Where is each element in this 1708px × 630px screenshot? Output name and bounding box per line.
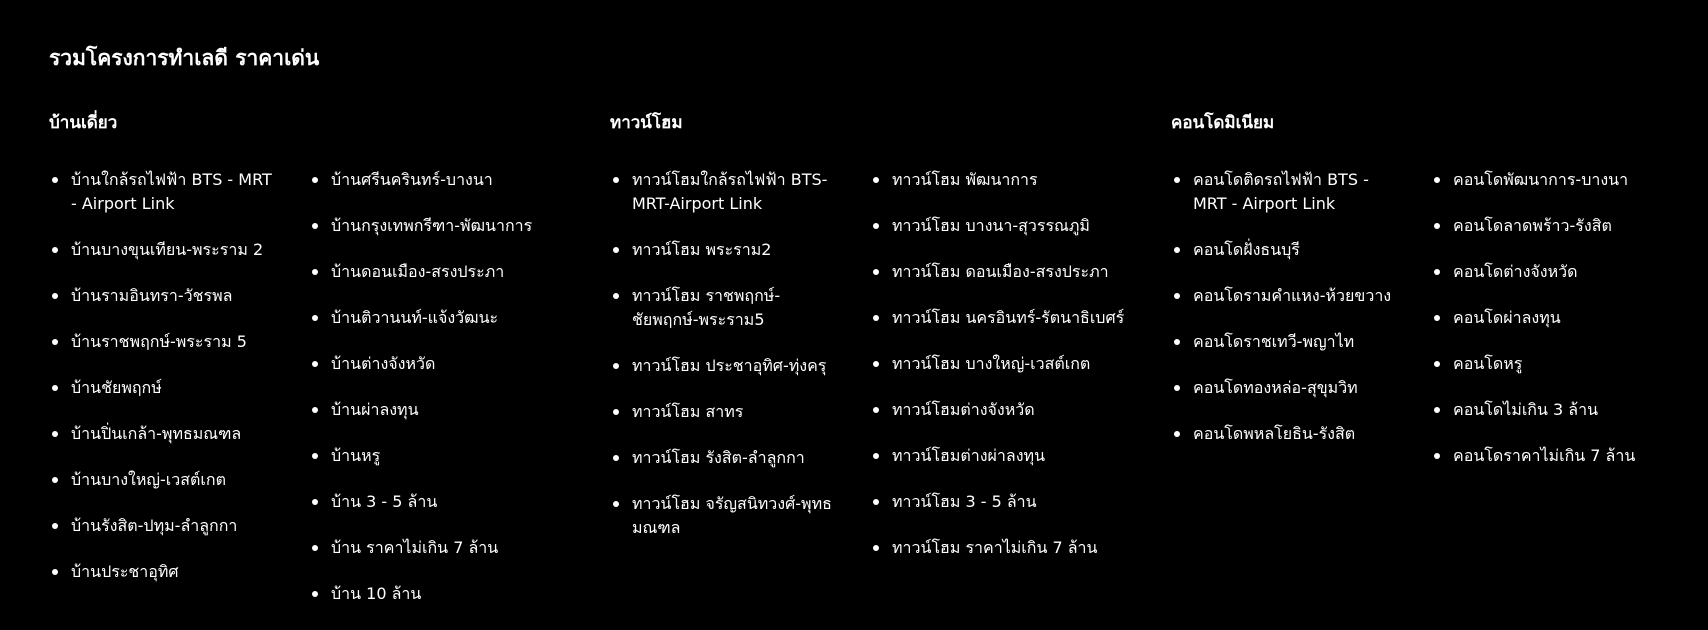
link-label[interactable]: บ้านติวานนท์-แจ้งวัฒนะ <box>331 308 499 327</box>
link-label[interactable]: บ้านต่างจังหวัด <box>331 354 436 373</box>
link-label[interactable]: ทาวน์โฮม สาทร <box>632 402 744 421</box>
list-item[interactable] <box>610 168 840 216</box>
link-label[interactable]: ทาวน์โฮมต่างจังหวัด <box>892 400 1035 419</box>
link-label[interactable]: ทาวน์โฮม บางนา-สุวรรณภูมิ <box>892 216 1090 235</box>
link-label[interactable]: ทาวน์โฮม บางใหญ่-เวสต์เกต <box>892 354 1091 373</box>
link-label[interactable]: คอนโดลาดพร้าว-รังสิต <box>1453 216 1612 235</box>
list-item[interactable] <box>870 214 1140 238</box>
link-label[interactable]: ทาวน์โฮม ประชาอุทิศ-ทุ่งครุ <box>632 356 827 375</box>
link-label[interactable]: ทาวน์โฮม ราชพฤกษ์-ชัยพฤกษ์-พระราม5 <box>632 286 781 329</box>
link-list-column-2 <box>309 168 579 628</box>
link-label[interactable]: บ้าน 3 - 5 ล้าน <box>331 492 438 511</box>
list-item[interactable] <box>1431 398 1701 422</box>
link-label[interactable]: ทาวน์โฮม ดอนเมือง-สรงประภา <box>892 262 1109 281</box>
link-label[interactable]: บ้านผ่าลงทุน <box>331 400 419 419</box>
list-item[interactable] <box>49 468 279 492</box>
list-item[interactable] <box>49 422 279 446</box>
list-item[interactable] <box>870 306 1140 330</box>
list-item[interactable] <box>49 168 279 216</box>
link-label[interactable]: บ้าน 10 ล้าน <box>331 584 422 603</box>
link-label[interactable]: บ้านกรุงเทพกรีฑา-พัฒนาการ <box>331 216 533 235</box>
list-item[interactable] <box>1431 444 1701 468</box>
list-item[interactable] <box>49 238 279 262</box>
list-item[interactable] <box>610 238 840 262</box>
link-label[interactable]: บ้านประชาอุทิศ <box>71 562 179 581</box>
link-label[interactable]: บ้านชัยพฤกษ์ <box>71 378 162 397</box>
link-label[interactable]: คอนโดราคาไม่เกิน 7 ล้าน <box>1453 446 1636 465</box>
link-label[interactable]: ทาวน์โฮม จรัญสนิทวงศ์-พุทธมณฑล <box>632 494 832 537</box>
list-item[interactable] <box>49 376 279 400</box>
link-list-column-1 <box>49 168 279 606</box>
link-label[interactable]: บ้านราชพฤกษ์-พระราม 5 <box>71 332 247 351</box>
list-item[interactable] <box>610 284 840 332</box>
link-label[interactable]: บ้านศรีนครินทร์-บางนา <box>331 170 493 189</box>
list-item[interactable] <box>49 514 279 538</box>
link-label[interactable]: คอนโดพหลโยธิน-รังสิต <box>1193 424 1356 443</box>
list-item[interactable] <box>1431 168 1701 192</box>
page-title: รวมโครงการทำเลดี ราคาเด่น <box>49 46 320 70</box>
link-label[interactable]: บ้านรังสิต-ปทุม-ลำลูกกา <box>71 516 238 535</box>
link-label[interactable]: บ้าน ราคาไม่เกิน 7 ล้าน <box>331 538 499 557</box>
section-heading-condominium: คอนโดมิเนียม <box>1171 113 1275 133</box>
section-townhome <box>610 108 1150 557</box>
list-item[interactable] <box>309 444 579 468</box>
list-item[interactable] <box>1171 284 1401 308</box>
list-item[interactable] <box>1171 238 1401 262</box>
list-item[interactable] <box>610 492 840 540</box>
link-label[interactable]: บ้านปิ่นเกล้า-พุทธมณฑล <box>71 424 242 443</box>
list-item[interactable] <box>309 260 579 284</box>
link-label[interactable]: ทาวน์โฮม 3 - 5 ล้าน <box>892 492 1037 511</box>
link-label[interactable]: บ้านบางขุนเทียน-พระราม 2 <box>71 240 264 259</box>
list-item[interactable] <box>309 582 579 606</box>
list-item[interactable] <box>870 490 1140 514</box>
list-item[interactable] <box>610 354 840 378</box>
link-list-column-1 <box>610 168 840 562</box>
link-label[interactable]: คอนโดรามคำแหง-ห้วยขวาง <box>1193 286 1392 305</box>
list-item[interactable] <box>1171 376 1401 400</box>
list-item[interactable] <box>1171 330 1401 354</box>
link-label[interactable]: บ้านบางใหญ่-เวสต์เกต <box>71 470 226 489</box>
link-label[interactable]: บ้านใกล้รถไฟฟ้า BTS - MRT - Airport Link <box>71 170 272 213</box>
link-list-column-2 <box>870 168 1140 582</box>
list-item[interactable] <box>870 352 1140 376</box>
link-label[interactable]: ทาวน์โฮมต่างผ่าลงทุน <box>892 446 1046 465</box>
link-label[interactable]: ทาวน์โฮม พัฒนาการ <box>892 170 1038 189</box>
section-heading-detached-house: บ้านเดี่ยว <box>49 113 118 133</box>
list-item[interactable] <box>870 168 1140 192</box>
list-item[interactable] <box>309 490 579 514</box>
list-item[interactable] <box>870 398 1140 422</box>
list-item[interactable] <box>309 398 579 422</box>
link-label[interactable]: คอนโดทองหล่อ-สุขุมวิท <box>1193 378 1358 397</box>
list-item[interactable] <box>1431 306 1701 330</box>
list-item[interactable] <box>309 352 579 376</box>
section-heading-townhome: ทาวน์โฮม <box>610 113 683 133</box>
link-list-column-1 <box>1171 168 1401 468</box>
link-label[interactable]: ทาวน์โฮม พระราม2 <box>632 240 772 259</box>
list-item[interactable] <box>610 446 840 470</box>
list-item[interactable] <box>309 536 579 560</box>
link-label[interactable]: คอนโดผ่าลงทุน <box>1453 308 1561 327</box>
link-label[interactable]: บ้านหรู <box>331 446 381 465</box>
list-item[interactable] <box>1431 352 1701 376</box>
link-label[interactable]: คอนโดพัฒนาการ-บางนา <box>1453 170 1629 189</box>
list-item[interactable] <box>610 400 840 424</box>
list-item[interactable] <box>49 330 279 354</box>
link-label[interactable]: ทาวน์โฮม นครอินทร์-รัตนาธิเบศร์ <box>892 308 1125 327</box>
link-list-column-2 <box>1431 168 1701 490</box>
list-item[interactable] <box>309 168 579 192</box>
section-condominium <box>1171 108 1708 465</box>
link-label[interactable]: คอนโดต่างจังหวัด <box>1453 262 1578 281</box>
list-item[interactable] <box>870 260 1140 284</box>
link-label[interactable]: คอนโดราชเทวี-พญาไท <box>1193 332 1355 351</box>
list-item[interactable] <box>870 536 1140 560</box>
list-item[interactable] <box>870 444 1140 468</box>
list-item[interactable] <box>49 284 279 308</box>
link-label[interactable]: ทาวน์โฮม รังสิต-ลำลูกกา <box>632 448 805 467</box>
link-label[interactable]: บ้านรามอินทรา-วัชรพล <box>71 286 233 305</box>
link-label[interactable]: ทาวน์โฮม ราคาไม่เกิน 7 ล้าน <box>892 538 1098 557</box>
link-label[interactable]: บ้านดอนเมือง-สรงประภา <box>331 262 505 281</box>
link-label[interactable]: คอนโดหรู <box>1453 354 1523 373</box>
link-label[interactable]: คอนโดฝั่งธนบุรี <box>1193 240 1300 259</box>
list-item[interactable] <box>49 560 279 584</box>
section-detached-house <box>49 108 589 603</box>
link-label[interactable]: ทาวน์โฮมใกล้รถไฟฟ้า BTS-MRT-Airport Link <box>632 170 828 213</box>
list-item[interactable] <box>309 306 579 330</box>
list-item[interactable] <box>1171 168 1401 216</box>
link-label[interactable]: คอนโดไม่เกิน 3 ล้าน <box>1453 400 1598 419</box>
list-item[interactable] <box>1171 422 1401 446</box>
list-item[interactable] <box>1431 260 1701 284</box>
link-label[interactable]: คอนโดติดรถไฟฟ้า BTS - MRT - Airport Link <box>1193 170 1369 213</box>
list-item[interactable] <box>1431 214 1701 238</box>
list-item[interactable] <box>309 214 579 238</box>
